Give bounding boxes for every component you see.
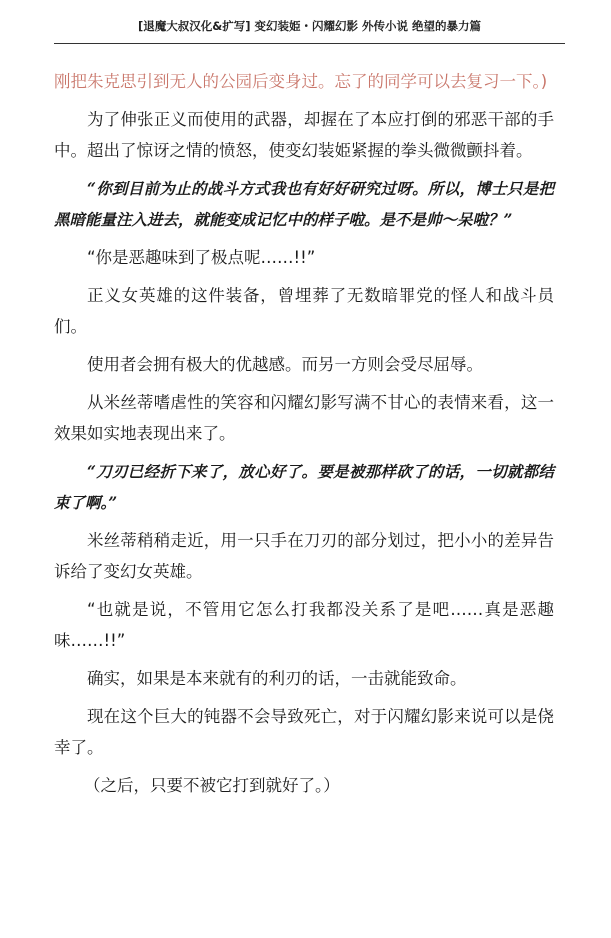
inner-thought: （之后，只要不被它打到就好了。）: [84, 776, 340, 795]
dialogue-misty: “你到目前为止的战斗方式我也有好好研究过呀。所以，博士只是把黑暗能量注入进去，就能变成记忆中的样子啦。是不是帅～呆啦？”: [54, 179, 554, 229]
dialogue-heroine: “你是恶趣味到了极点呢……!!”: [87, 248, 316, 267]
document-body: [54, 66, 554, 801]
paragraph-note: 刚把朱克思引到无人的公园后变身过。忘了的同学可以去复习一下。): [54, 72, 548, 91]
paragraph: 使用者会拥有极大的优越感。而另一方则会受尽屈辱。: [87, 355, 483, 374]
paragraph: 现在这个巨大的钝器不会导致死亡，对于闪耀幻影来说可以是侥幸了。: [54, 707, 554, 757]
paragraph: 米丝蒂稍稍走近，用一只手在刀刃的部分划过，把小小的差异告诉给了变幻女英雄。: [54, 531, 554, 581]
dialogue-misty: “刀刃已经折下来了，放心好了。要是被那样砍了的话，一切就都结束了啊。”: [54, 462, 554, 512]
paragraph: 正义女英雄的这件装备，曾埋葬了无数暗罪党的怪人和战斗员们。: [54, 286, 554, 336]
paragraph: 确实，如果是本来就有的利刃的话，一击就能致命。: [87, 669, 467, 688]
paragraph: 从米丝蒂嗜虐性的笑容和闪耀幻影写满不甘心的表情来看，这一效果如实地表现出来了。: [54, 393, 554, 443]
paragraph: 为了伸张正义而使用的武器，却握在了本应打倒的邪恶干部的手中。超出了惊讶之情的愤怒，使变幻装姫紧握的拳头微微颤抖着。: [54, 110, 554, 160]
dialogue-heroine: “也就是说，不管用它怎么打我都没关系了是吧……真是恶趣味……!!”: [54, 600, 554, 650]
page-header: [退魔大叔汉化&扩写] 变幻装姫・闪耀幻影 外传小说 绝望的暴力篇: [54, 17, 565, 44]
